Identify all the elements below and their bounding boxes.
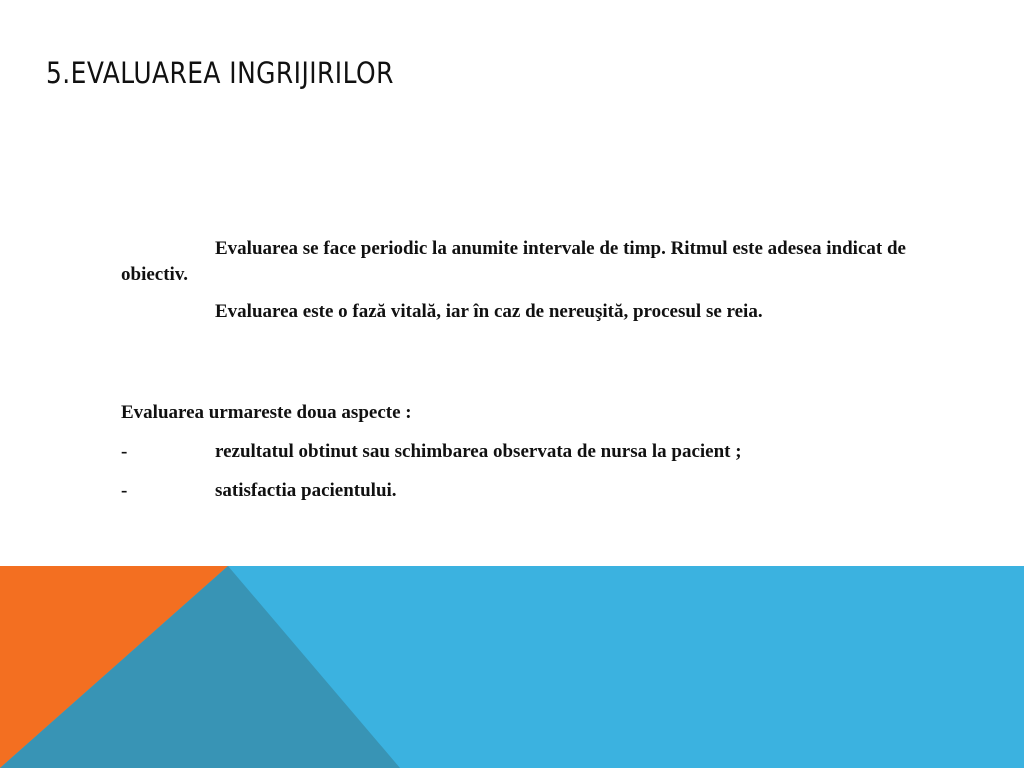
- aspects-heading: Evaluarea urmareste doua aspecte :: [121, 402, 412, 423]
- spacer: [121, 336, 921, 400]
- paragraph-1: Evaluarea se face periodic la anumite intervale de timp. Ritmul este adesea indicat de obiectiv.: [121, 238, 906, 285]
- bullet-text: rezultatul obtinut sau schimbarea observata de nursa la pacient ;: [215, 441, 742, 462]
- bullet-item: [121, 439, 921, 465]
- bullet-text: satisfactia pacientului.: [215, 480, 397, 501]
- bullet-item: [121, 478, 921, 504]
- slide-body: [121, 236, 921, 517]
- slide-title: 5.EVALUAREA INGRIJIRILOR: [46, 56, 394, 90]
- paragraph-2: Evaluarea este o fază vitală, iar în caz de nereuşită, procesul se reia.: [215, 301, 763, 322]
- bullet-marker: -: [121, 441, 128, 462]
- decorative-footer-shapes: [0, 566, 1024, 768]
- bullet-marker: -: [121, 480, 128, 501]
